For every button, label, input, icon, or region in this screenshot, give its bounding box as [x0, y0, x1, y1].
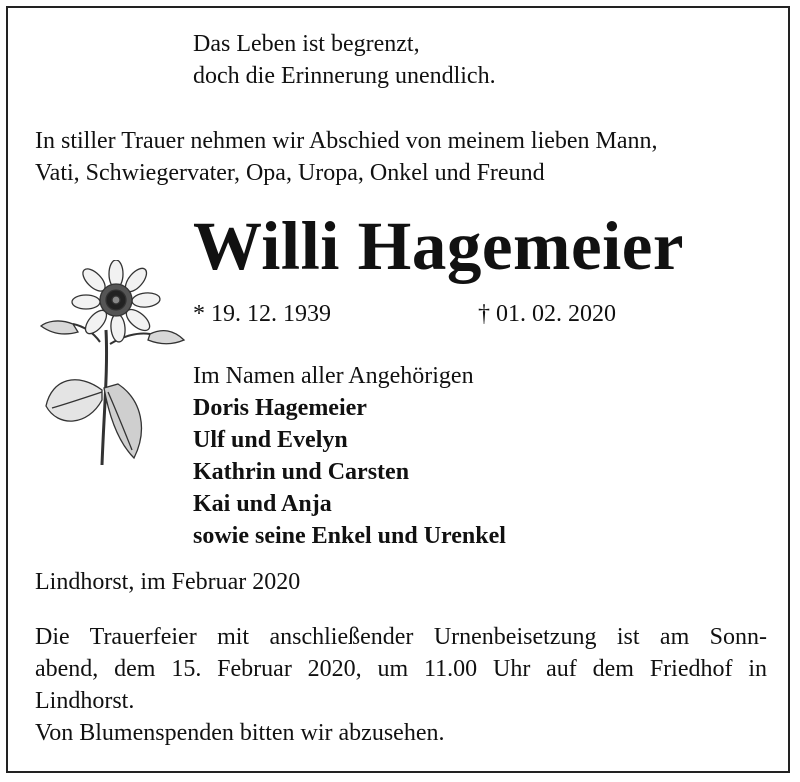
motto-line: doch die Erinnerung unendlich.: [193, 63, 496, 89]
family-block: [193, 360, 506, 552]
sunflower-icon: [38, 260, 188, 470]
motto: [193, 28, 496, 92]
family-intro: Im Namen aller Angehörigen: [193, 363, 474, 389]
intro-text: [35, 125, 658, 189]
death-date: † 01. 02. 2020: [478, 301, 616, 327]
funeral-line: Lindhorst.: [35, 688, 135, 714]
funeral-line: Von Blumenspenden bitten wir abzusehen.: [35, 720, 445, 746]
place-date: Lindhorst, im Februar 2020: [35, 569, 301, 595]
family-member: sowie seine Enkel und Urenkel: [193, 523, 506, 549]
funeral-line: Die Trauerfeier mit anschließender Urnenbeisetzung ist am Sonn-: [35, 624, 767, 650]
funeral-info: [35, 621, 767, 749]
family-member: Kathrin und Carsten: [193, 459, 410, 485]
intro-line: Vati, Schwiegervater, Opa, Uropa, Onkel und Freund: [35, 160, 545, 186]
intro-line: In stiller Trauer nehmen wir Abschied von meinem lieben Mann,: [35, 128, 658, 154]
motto-line: Das Leben ist begrenzt,: [193, 31, 420, 57]
birth-date: * 19. 12. 1939: [193, 301, 331, 327]
deceased-name: Willi Hagemeier: [193, 208, 685, 284]
family-member: Kai und Anja: [193, 491, 332, 517]
family-member: Ulf und Evelyn: [193, 427, 348, 453]
family-member: Doris Hagemeier: [193, 395, 367, 421]
funeral-line: abend, dem 15. Februar 2020, um 11.00 Uhr auf dem Friedhof in: [35, 656, 767, 682]
